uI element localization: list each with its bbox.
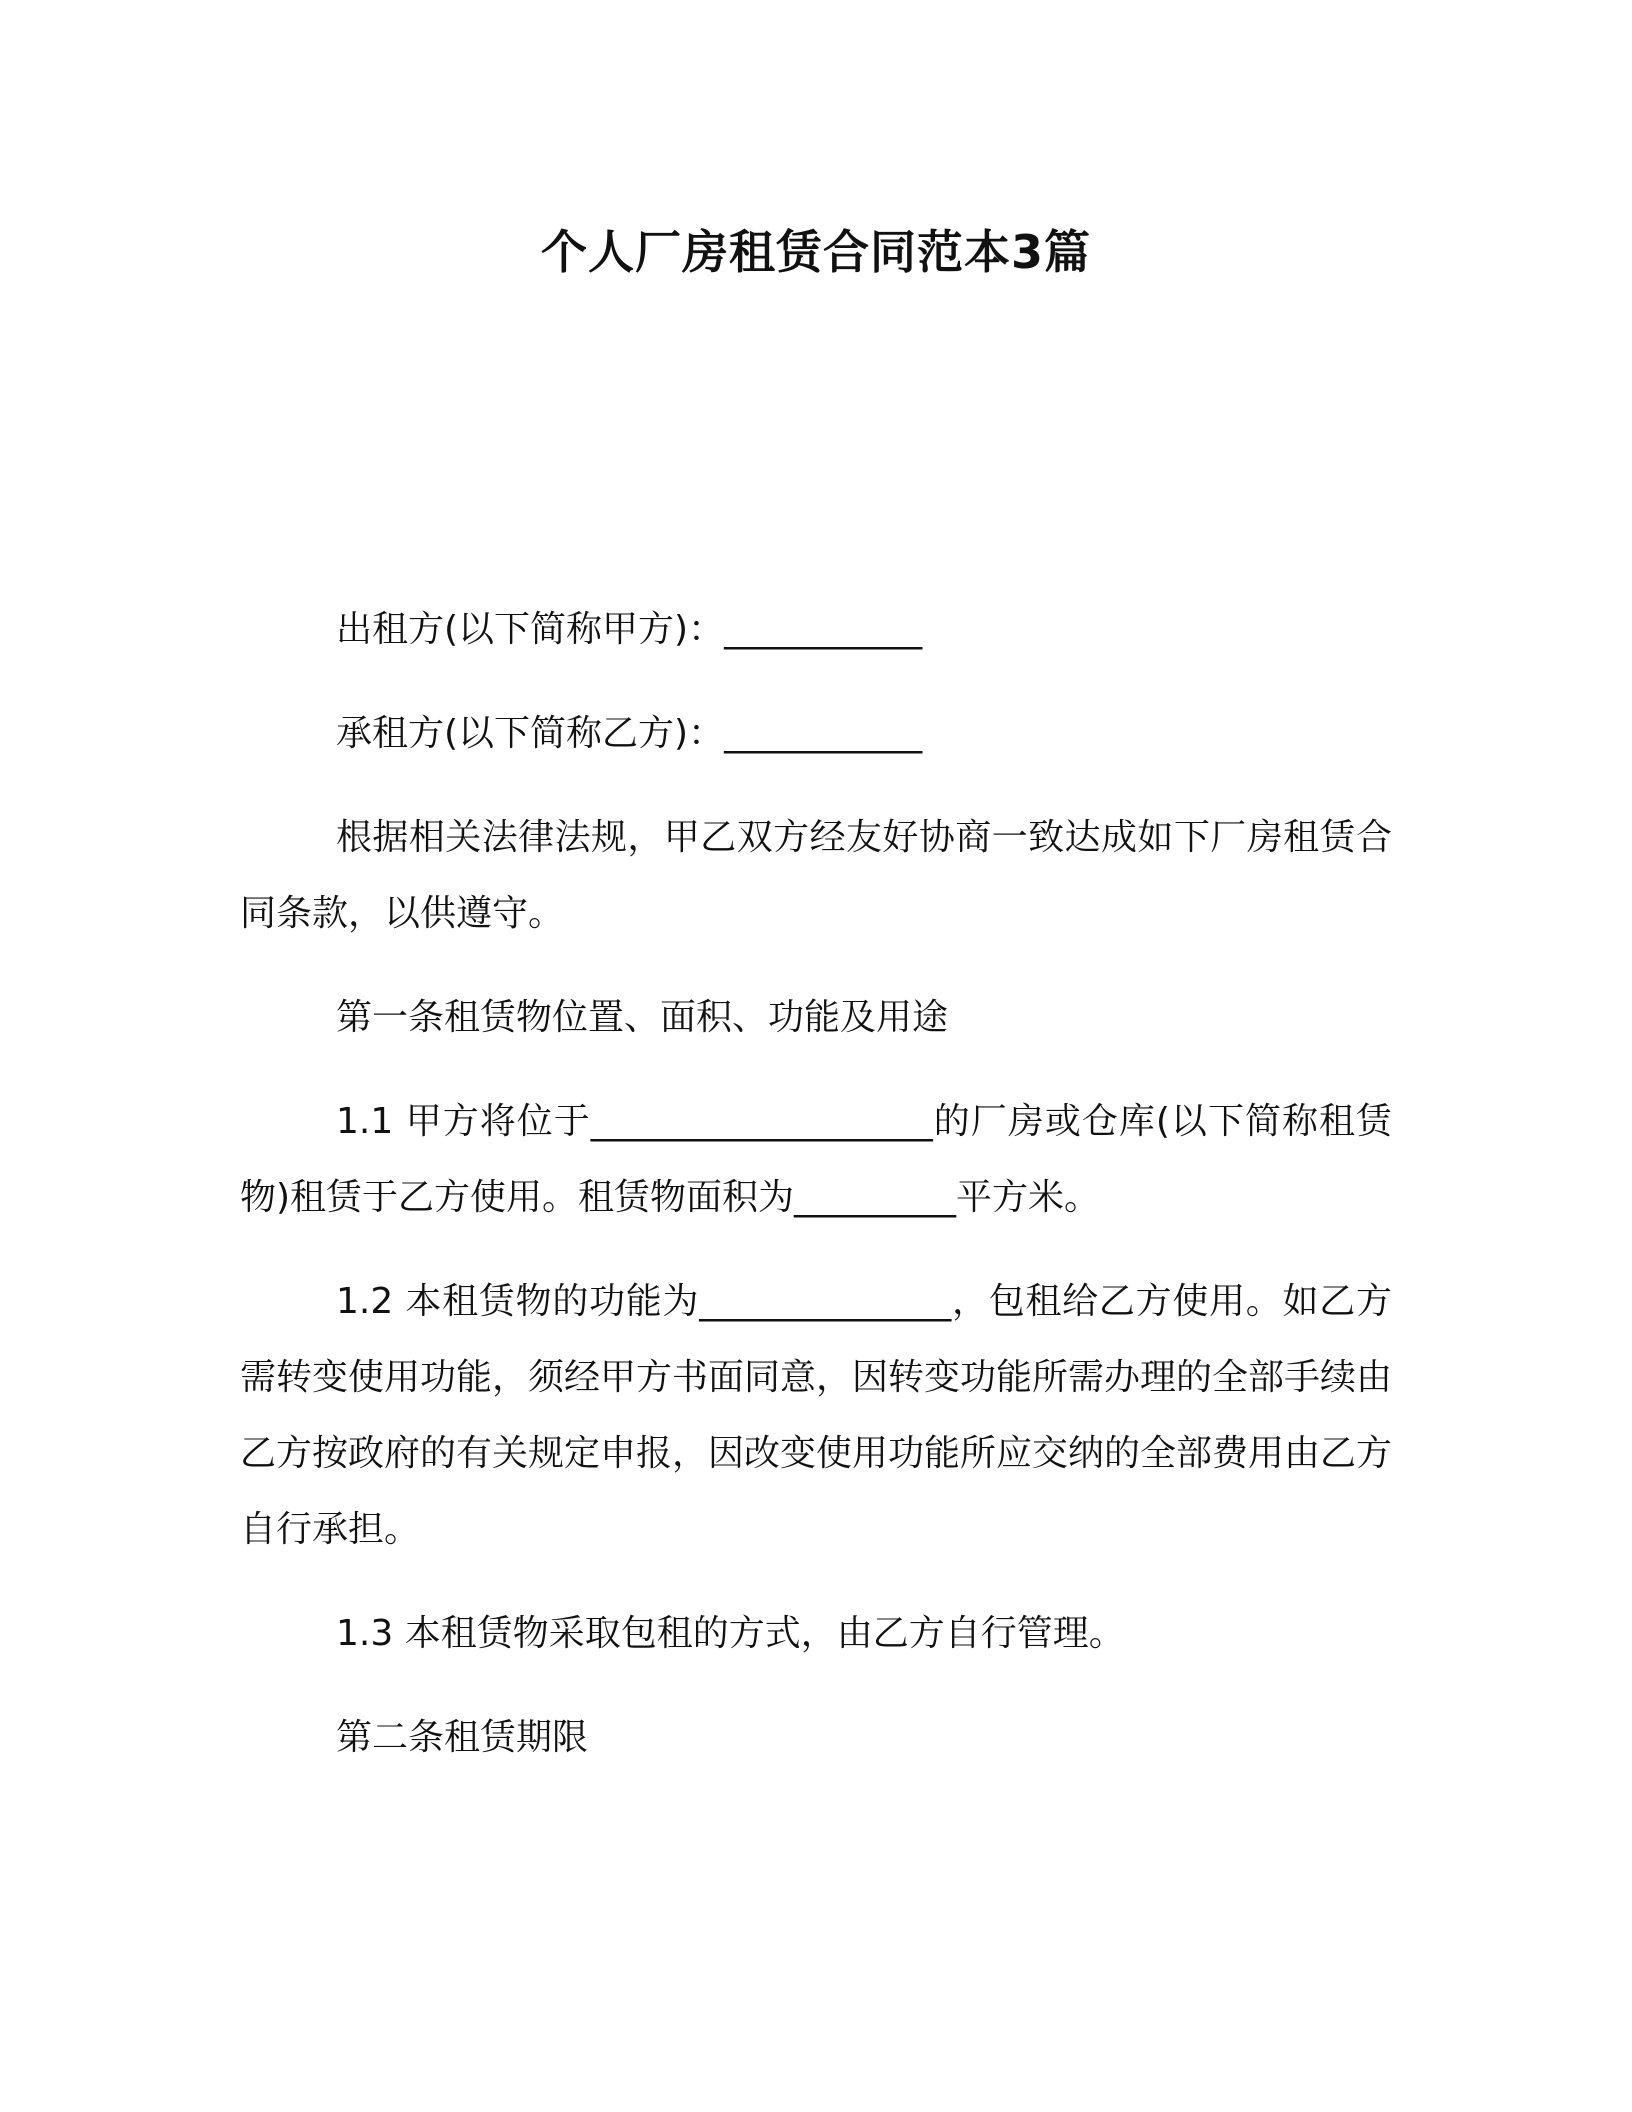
clause-1-2: 1.2 本租赁物的功能为______________，包租给乙方使用。如乙方需转变使用功能，须经甲方书面同意，因转变功能所需办理的全部手续由乙方按政府的有关规定申报，因改变使用功能所应交纳的全部费用由乙方自行承担。: [240, 1281, 1393, 1550]
clause-1-1: 1.1 甲方将位于___________________的厂房或仓库(以下简称租赁物)租赁于乙方使用。租赁物面积为_________平方米。: [240, 1101, 1392, 1218]
paragraph-lessee: 承租方(以下简称乙方)：___________: [336, 713, 923, 754]
document-title: 个人厂房租赁合同范本3篇: [540, 225, 1091, 279]
document-body: [240, 592, 1392, 1804]
article-1-heading: 第一条租赁物位置、面积、功能及用途: [336, 997, 949, 1038]
paragraph-lessor: 出租方(以下简称甲方)：___________: [336, 609, 923, 650]
clause-1-3: 1.3 本租赁物采取包租的方式，由乙方自行管理。: [336, 1613, 1125, 1654]
article-2-heading: 第二条租赁期限: [336, 1717, 589, 1758]
paragraph-preamble: 根据相关法律法规，甲乙双方经友好协商一致达成如下厂房租赁合同条款，以供遵守。: [240, 817, 1392, 934]
